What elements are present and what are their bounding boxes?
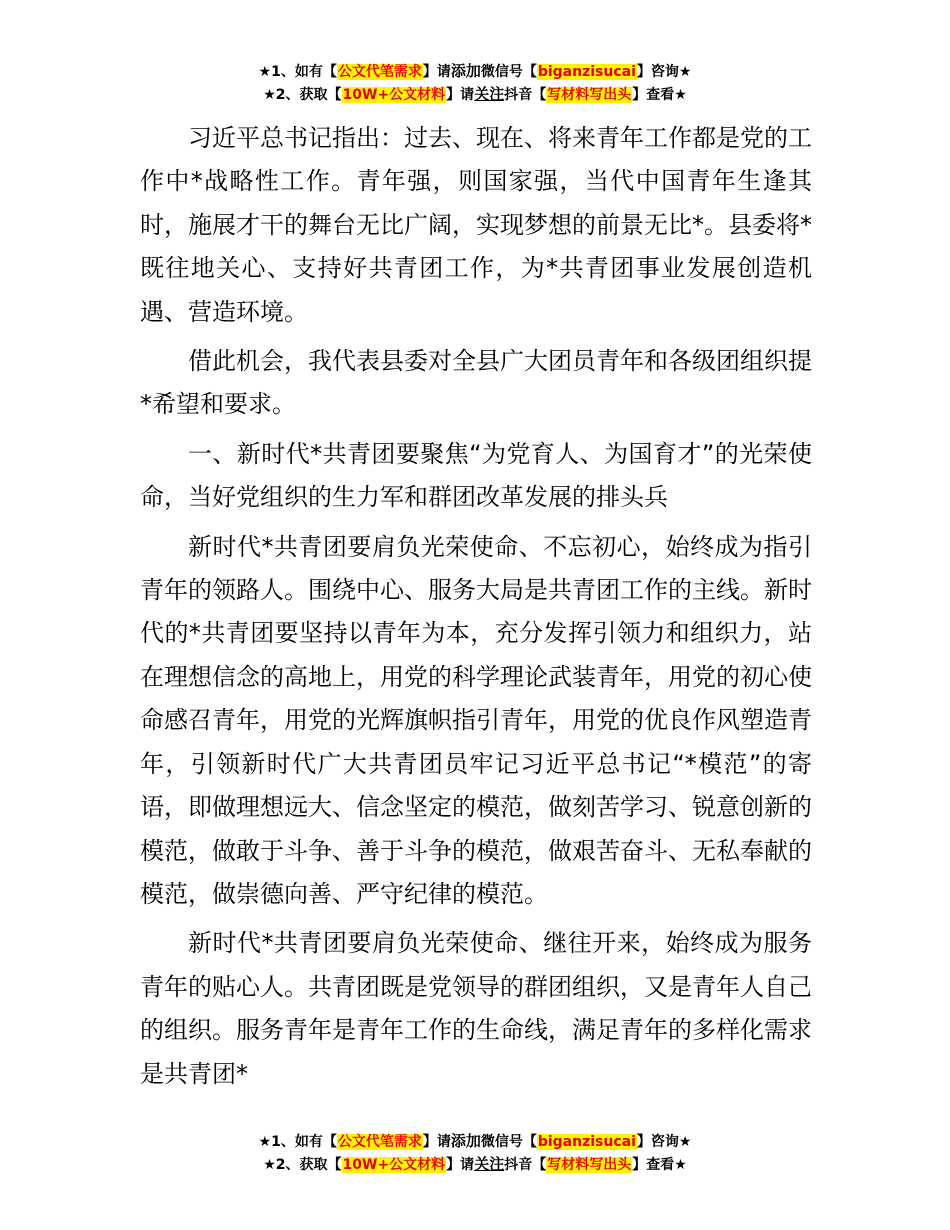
banner-emphasis: 关注 (474, 85, 505, 103)
highlight-douyin-account: 写材料写出头 (547, 1157, 632, 1173)
banner-text: 】请 (446, 1157, 475, 1173)
banner-text: 】咨询★ (636, 64, 692, 80)
paragraph: 新时代*共青团要肩负光荣使命、继往开来，始终成为服务青年的贴心人。共青团既是党领导的群团组织，又是青年人自己的组织。服务青年是青年工作的生命线，满足青年的多样化需求是共青团* (140, 929, 812, 1088)
banner-line-1 (0, 1130, 950, 1153)
banner-line-2 (0, 83, 950, 106)
banner-text: 】请 (446, 87, 475, 103)
paragraph: 习近平总书记指出：过去、现在、将来青年工作都是党的工作中*战略性工作。青年强，则国家强，当代中国青年生逢其时，施展才干的舞台无比广阔，实现梦想的前景无比*。县委将*既往地关心、支持好共青团工作，为*共青团事业发展创造机遇、营造环境。 (140, 124, 812, 326)
header-banner (0, 60, 950, 106)
banner-text: ★2、获取【 (263, 87, 342, 103)
banner-text: 抖音【 (504, 1157, 547, 1173)
banner-line-1 (0, 60, 950, 83)
banner-text: 微信号【 (480, 1134, 537, 1150)
banner-emphasis: 关注 (474, 1155, 505, 1173)
highlight-materials: 10W+公文材料 (342, 87, 446, 103)
highlight-wechat-id: biganzisucai (537, 64, 636, 80)
banner-text: ★1、如有【 (258, 1134, 337, 1150)
highlight-douyin-account: 写材料写出头 (547, 87, 632, 103)
banner-text: 】咨询★ (636, 1134, 692, 1150)
paragraph: 借此机会，我代表县委对全县广大团员青年和各级团组织提*希望和要求。 (140, 347, 812, 419)
banner-text: 】请 (422, 1134, 451, 1150)
highlight-service: 公文代笔需求 (337, 64, 422, 80)
footer-banner (0, 1130, 950, 1176)
banner-text: 】查看★ (632, 87, 687, 103)
banner-text: 】请 (422, 64, 451, 80)
banner-text: 微信号【 (480, 64, 537, 80)
highlight-materials: 10W+公文材料 (342, 1157, 446, 1173)
paragraph: 新时代*共青团要肩负光荣使命、不忘初心，始终成为指引青年的领路人。围绕中心、服务大局是共青团工作的主线。新时代的*共青团要坚持以青年为本，充分发挥引领力和组织力，站在理想信念的高地上，用党的科学理论武装青年，用党的初心使命感召青年，用党的光辉旗帜指引青年，用党的优良作风塑造青年，引领新时代广大共青团员牢记习近平总书记“*模范”的寄语，即做理想远大、信念坚定的模范，做刻苦学习、锐意创新的模范，做敢于斗争、善于斗争的模范，做艰苦奋斗、无私奉献的模范，做崇德向善、严守纪律的模范。 (140, 532, 812, 908)
section-heading: 一、新时代*共青团要聚焦“为党育人、为国育才”的光荣使命，当好党组织的生力军和群团改革发展的排头兵 (140, 439, 812, 512)
banner-emphasis: 添加 (450, 62, 481, 80)
banner-text: 】查看★ (632, 1157, 687, 1173)
banner-text: ★2、获取【 (263, 1157, 342, 1173)
banner-emphasis: 添加 (450, 1132, 481, 1150)
banner-text: 抖音【 (504, 87, 547, 103)
highlight-wechat-id: biganzisucai (537, 1134, 636, 1150)
highlight-service: 公文代笔需求 (337, 1134, 422, 1150)
banner-line-2 (0, 1153, 950, 1176)
document-body (140, 117, 812, 1102)
banner-text: ★1、如有【 (258, 64, 337, 80)
